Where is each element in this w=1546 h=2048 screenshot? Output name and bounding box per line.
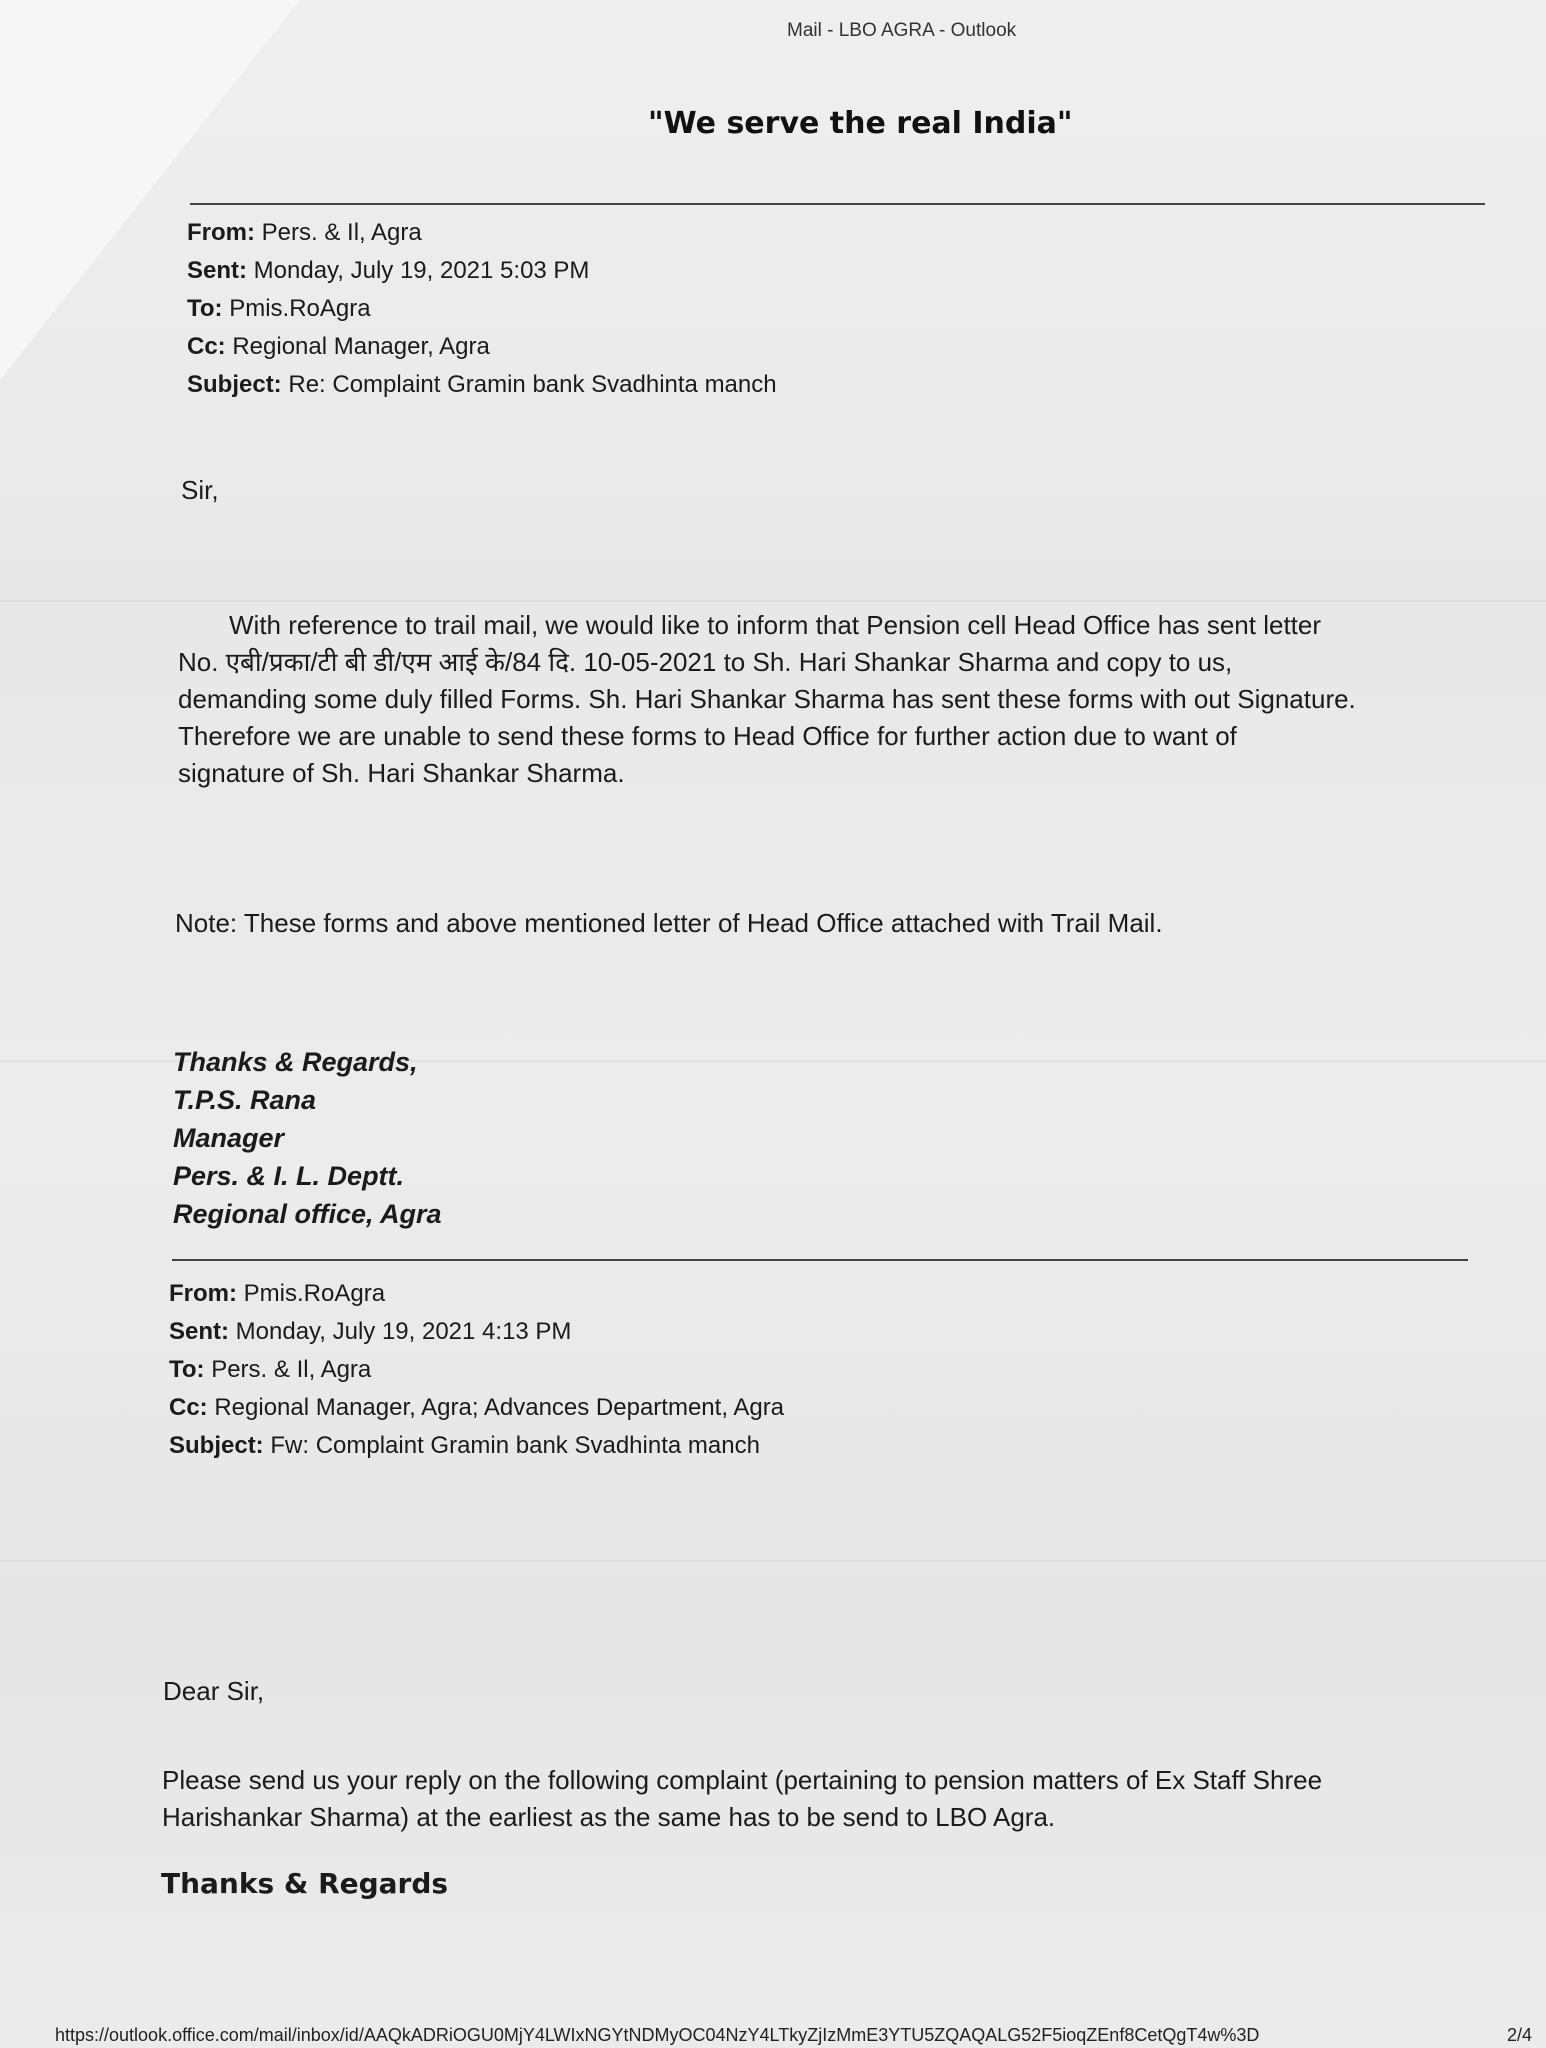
paragraph-line: Therefore we are unable to send these forms to Head Office for further action due to want of <box>178 721 1237 751</box>
sent-line: Sent: Monday, July 19, 2021 4:13 PM <box>169 1318 572 1345</box>
to-line: To: Pmis.RoAgra <box>187 295 371 322</box>
paragraph-line: signature of Sh. Hari Shankar Sharma. <box>178 758 625 788</box>
subject-line: Subject: Fw: Complaint Gramin bank Svadhinta manch <box>169 1432 760 1459</box>
signature-line: Pers. & I. L. Deptt. <box>173 1161 405 1191</box>
reply-note: Note: These forms and above mentioned letter of Head Office attached with Trail Mail. <box>175 908 1163 938</box>
page-url: https://outlook.office.com/mail/inbox/id/AAQkADRiOGU0MjY4LWIxNGYtNDMyOC04NzY4LTkyZjIzMmE3YTU5ZQAQALG52F5ioqZEnf8CetQgT4w%3D <box>55 2025 1260 2045</box>
page-number: 2/4 <box>1507 2025 1533 2045</box>
slogan: "We serve the real India" <box>648 106 1073 141</box>
signature-line: T.P.S. Rana <box>173 1085 317 1115</box>
paper-fold <box>0 600 1546 602</box>
sent-line: Sent: Monday, July 19, 2021 5:03 PM <box>187 257 590 284</box>
original-closing: Thanks & Regards <box>161 1867 449 1900</box>
signature-line: Regional office, Agra <box>173 1199 442 1229</box>
reply-header <box>187 214 777 404</box>
signature-line: Manager <box>173 1123 285 1153</box>
paragraph-line: Please send us your reply on the following complaint (pertaining to pension matters of Ex Staff Shree <box>162 1765 1323 1795</box>
original-salutation: Dear Sir, <box>163 1676 265 1706</box>
separator-line <box>172 1259 1468 1261</box>
from-line: From: Pers. & Il, Agra <box>187 219 422 246</box>
paragraph-line: Harishankar Sharma) at the earliest as the same has to be send to LBO Agra. <box>162 1802 1056 1832</box>
cc-line: Cc: Regional Manager, Agra <box>187 333 490 360</box>
paragraph-line: demanding some duly filled Forms. Sh. Hari Shankar Sharma has sent these forms with out Signature. <box>178 684 1356 714</box>
original-header <box>169 1275 784 1465</box>
subject-line: Subject: Re: Complaint Gramin bank Svadhinta manch <box>187 371 777 398</box>
window-title: Mail - LBO AGRA - Outlook <box>787 20 1017 41</box>
original-paragraph <box>162 1762 1492 1836</box>
cc-line: Cc: Regional Manager, Agra; Advances Department, Agra <box>169 1394 785 1421</box>
to-line: To: Pers. & Il, Agra <box>169 1356 372 1383</box>
reply-salutation: Sir, <box>181 475 219 505</box>
signature-line: Thanks & Regards, <box>173 1047 418 1077</box>
signature-block <box>173 1043 442 1233</box>
paragraph-line: No. एबी/प्रका/टी बी डी/एम आई के/84 दि. 10-05-2021 to Sh. Hari Shankar Sharma and copy to us, <box>178 647 1233 677</box>
paper-fold <box>0 1560 1546 1562</box>
from-line: From: Pmis.RoAgra <box>169 1280 386 1307</box>
separator-line <box>190 203 1485 205</box>
paragraph-line: With reference to trail mail, we would like to inform that Pension cell Head Office has sent letter <box>229 610 1322 640</box>
reply-paragraph <box>178 607 1498 792</box>
